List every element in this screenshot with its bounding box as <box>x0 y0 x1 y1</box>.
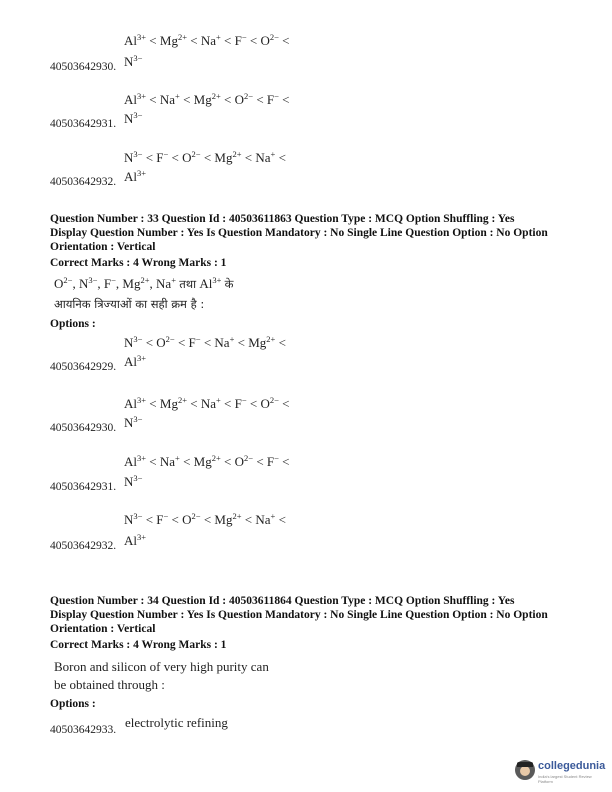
option-continuation: $N^{3-}$ <box>124 414 143 430</box>
option-id: 40503642930. <box>50 422 117 434</box>
option-text: electrolytic refining <box>125 715 228 730</box>
option-id: 40503642932. <box>50 540 117 552</box>
top-option-id: 40503642931. <box>50 118 117 130</box>
options-label: Options : <box>50 698 96 710</box>
question-33-text-formula: $O^{2-}$, $N^{3-}$, F−, $Mg^{2+}$, Na+ तथा $Al^{3+}$ के <box>54 275 234 291</box>
question-marks: Correct Marks : 4 Wrong Marks : 1 <box>50 257 227 269</box>
option-formula: $N^{3-} < F^- < O^{2-} < Mg^{2+} < Na^+$ < <box>124 511 286 527</box>
graduate-avatar-icon <box>515 760 535 780</box>
top-option-id: 40503642930. <box>50 61 117 73</box>
logo-name: collegedunia <box>538 760 606 772</box>
question-marks: Correct Marks : 4 Wrong Marks : 1 <box>50 639 227 651</box>
question-meta-line: Orientation : Vertical <box>50 623 156 635</box>
top-option-formula: $Al^{3+} < Na^+ < Mg^{2+} < O^{2-} < F^-$ < <box>124 91 290 107</box>
option-formula: $N^{3-} < O^{2-} < F^- < Na^+ < Mg^{2+}$ < <box>124 334 286 350</box>
option-formula: $Al^{3+} < Na^+ < Mg^{2+} < O^{2-} < F^-$ < <box>124 453 290 469</box>
top-option-formula: $Al^{3+} < Mg^{2+} < Na^+ < F^- < O^{2-}$ < <box>124 32 290 48</box>
option-id: 40503642931. <box>50 481 117 493</box>
option-id: 40503642929. <box>50 361 117 373</box>
question-34-text-line: Boron and silicon of very high purity can <box>54 659 269 674</box>
logo-tagline: India's largest Student Review Platform <box>538 774 592 784</box>
collegedunia-logo <box>515 758 606 784</box>
option-continuation: $Al^{3+}$ <box>124 532 147 548</box>
top-option-id: 40503642932. <box>50 176 117 188</box>
top-option-continuation: $N^{3-}$ <box>124 53 143 69</box>
question-meta-line: Display Question Number : Yes Is Question Mandatory : No Single Line Question Option : No Option <box>50 609 548 621</box>
option-continuation: $N^{3-}$ <box>124 473 143 489</box>
question-meta-line: Question Number : 34 Question Id : 40503611864 Question Type : MCQ Option Shuffling : Yes <box>50 595 515 607</box>
question-meta-line: Question Number : 33 Question Id : 40503611863 Question Type : MCQ Option Shuffling : Yes <box>50 213 515 225</box>
option-id: 40503642933. <box>50 724 117 736</box>
option-formula: $Al^{3+} < Mg^{2+} < Na^+ < F^- < O^{2-}$ < <box>124 395 290 411</box>
question-meta-line: Orientation : Vertical <box>50 241 156 253</box>
top-option-continuation: $Al^{3+}$ <box>124 168 147 184</box>
option-continuation: $Al^{3+}$ <box>124 353 147 369</box>
options-label: Options : <box>50 318 96 330</box>
top-option-continuation: $N^{3-}$ <box>124 110 143 126</box>
question-34-text-line: be obtained through : <box>54 677 165 692</box>
question-meta-line: Display Question Number : Yes Is Question Mandatory : No Single Line Question Option : No Option <box>50 227 548 239</box>
top-option-formula: $N^{3-} < F^- < O^{2-} < Mg^{2+} < Na^+$ < <box>124 149 286 165</box>
question-33-text-hindi: आयनिक त्रिज्याओं का सही क्रम है : <box>54 297 205 311</box>
